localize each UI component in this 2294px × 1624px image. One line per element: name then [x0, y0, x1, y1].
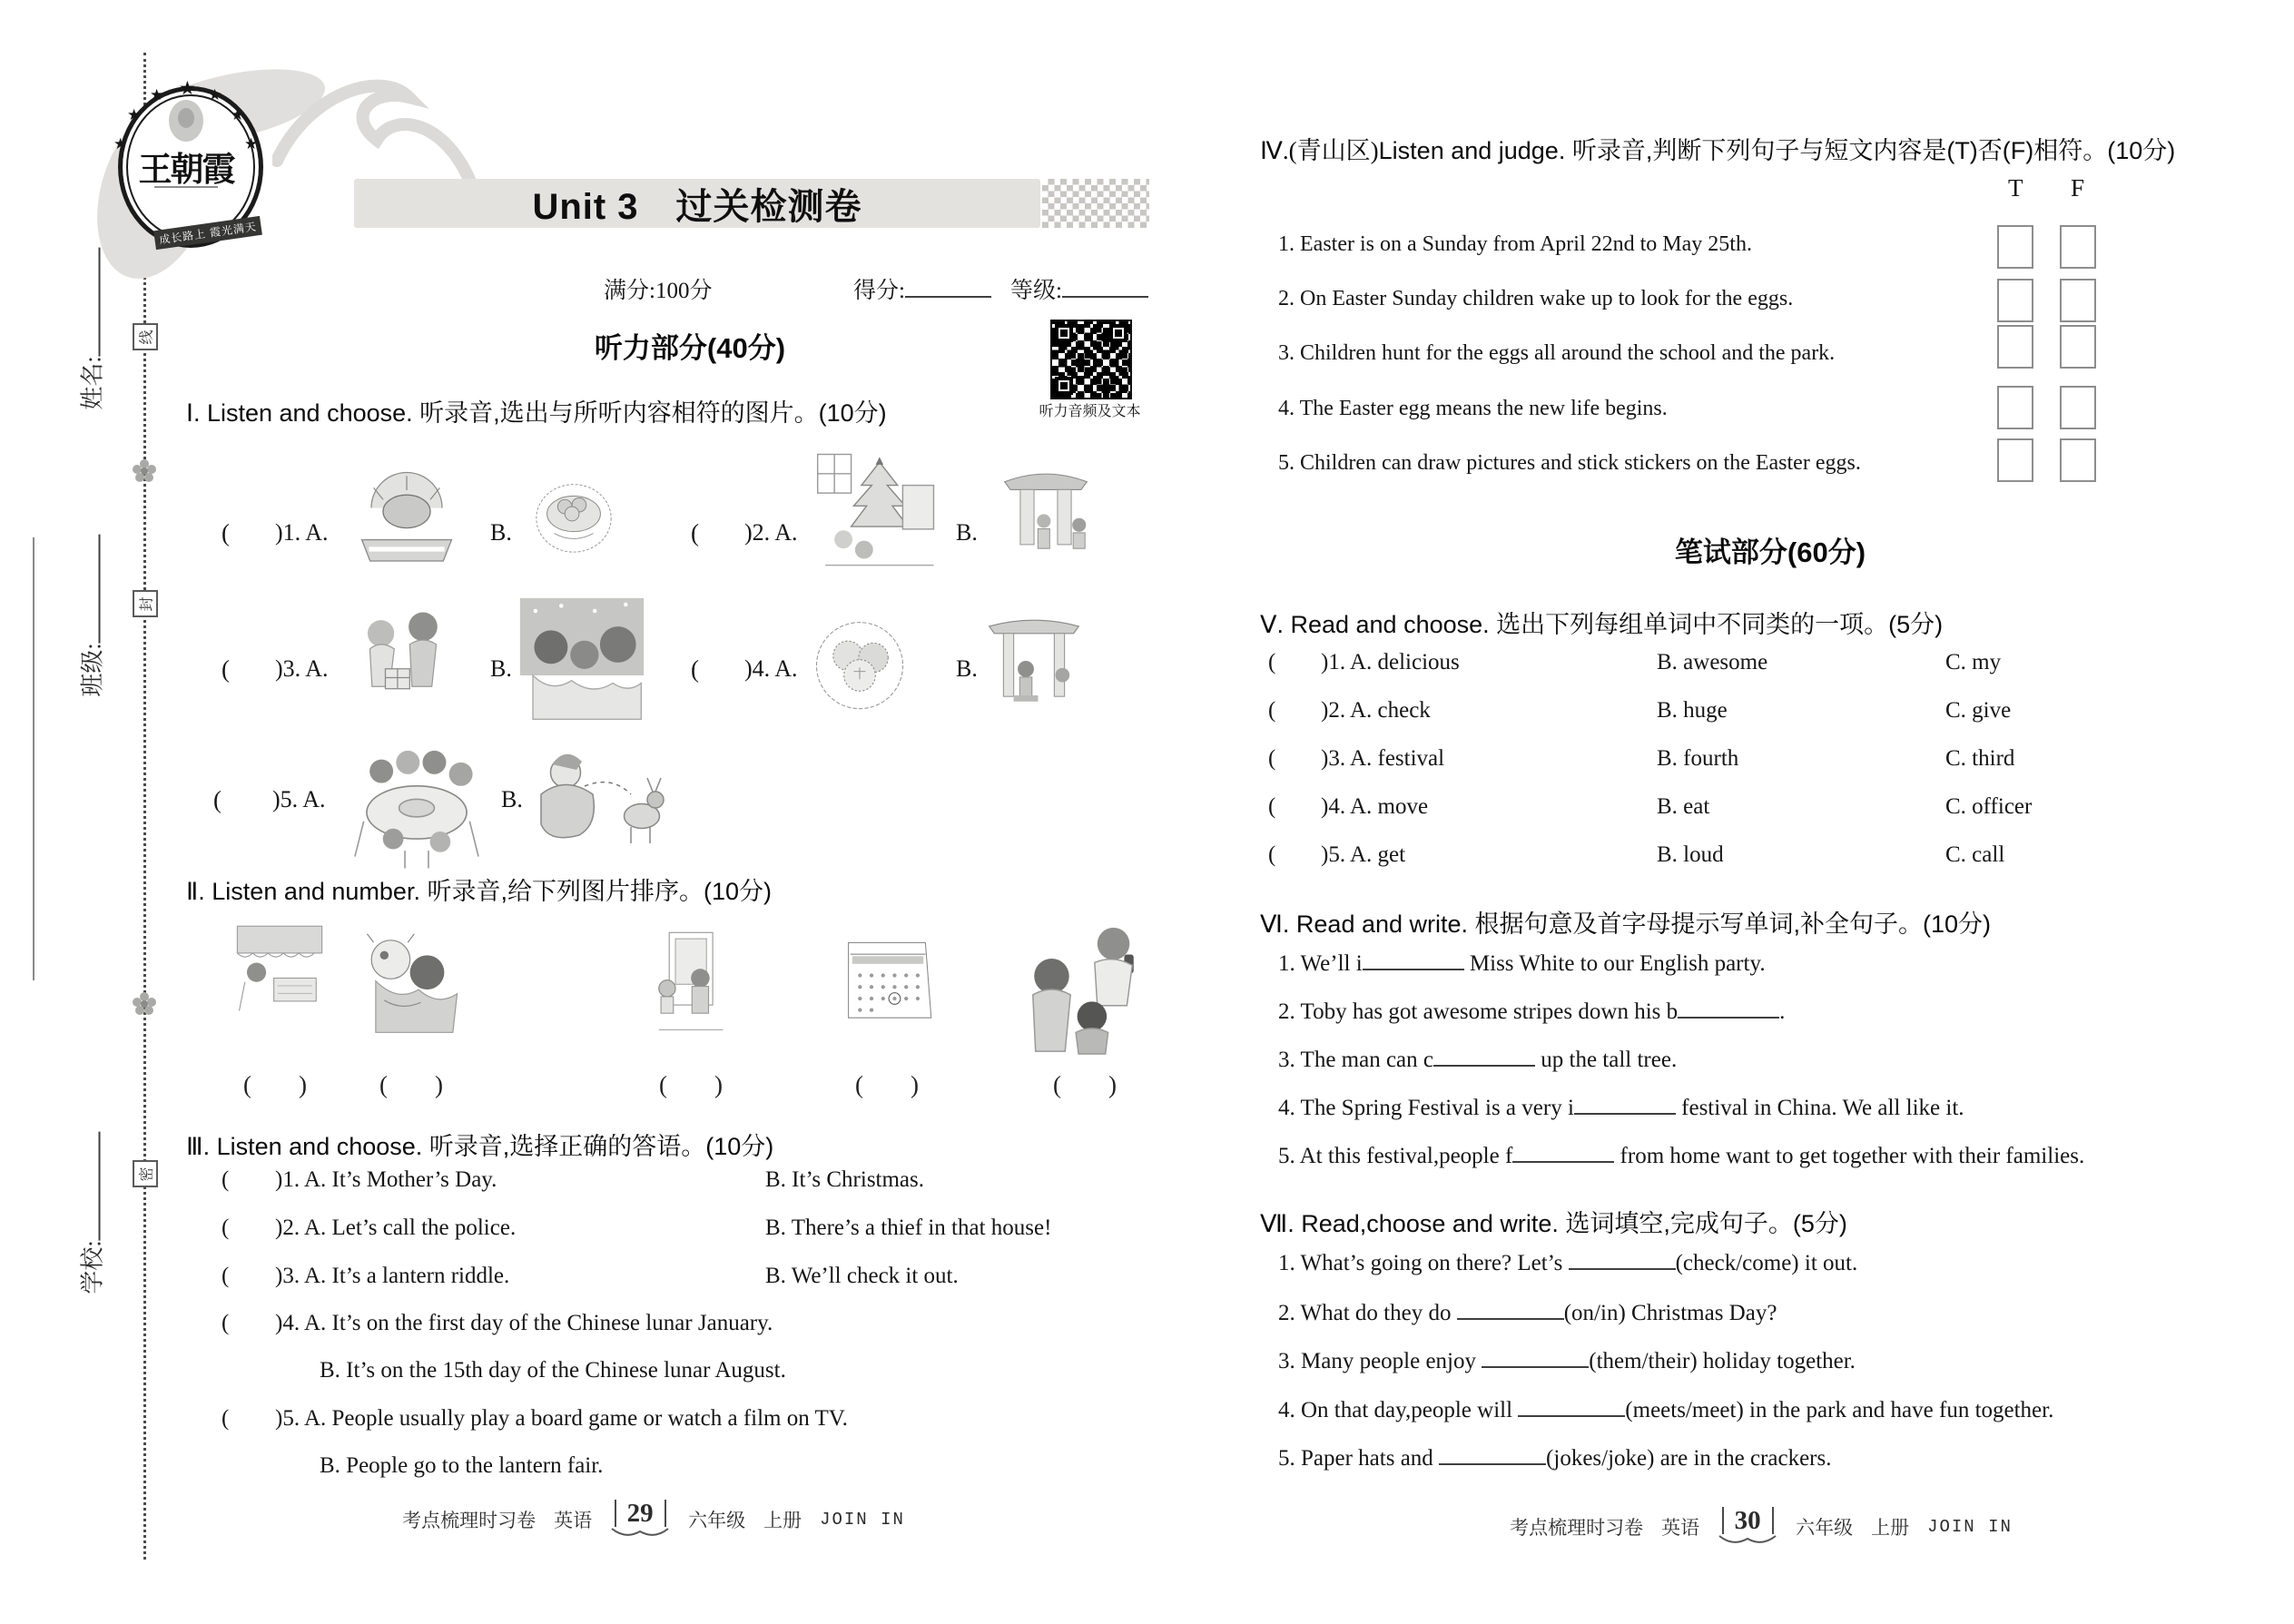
part7-heading: Ⅶ. Read,choose and write. 选词填空,完成句子。(5分): [1260, 1210, 1847, 1237]
page-number: 30: [1722, 1507, 1774, 1534]
family-dinner-image: [343, 724, 490, 877]
page-footer-left: [381, 1500, 926, 1540]
part5-option-c: C. my: [1945, 650, 2002, 674]
page-number-book: [1718, 1507, 1777, 1547]
answer-paren[interactable]: (: [1268, 650, 1276, 674]
written-section-title: 笔试部分(60分): [1674, 536, 1866, 568]
class-label: 班级:: [79, 643, 106, 697]
unit-title-banner: [354, 179, 1040, 228]
tf-checkbox-5-f[interactable]: [2060, 438, 2096, 482]
number-answer-slot[interactable]: ( ): [1053, 1071, 1117, 1098]
fill-blank[interactable]: [1433, 1059, 1535, 1067]
seal-char-box: 线: [133, 323, 158, 350]
answer-paren[interactable]: (: [691, 519, 699, 546]
q3-b-label: B.: [490, 655, 512, 682]
part6-item: 2. Toby has got awesome stripes down his b .: [1278, 999, 1786, 1024]
part3-item-b: B. It’s Christmas.: [765, 1167, 925, 1192]
school-label: 学校:: [79, 1240, 106, 1294]
part3-item-a: )5. A. People usually play a board game or watch a film on TV.: [275, 1406, 848, 1431]
fill-blank[interactable]: [1439, 1458, 1546, 1465]
part5-option-a: )4. A. move: [1321, 794, 1429, 819]
part7-item: 5. Paper hats and (jokes/joke) are in the crackers.: [1278, 1446, 1832, 1471]
footer-subject: 英语: [1661, 1517, 1700, 1539]
star-icon: ★: [127, 106, 142, 124]
flower-icon: [130, 989, 159, 1023]
q4-label: )4. A.: [744, 655, 798, 682]
grade-field: 等级:: [1010, 272, 1148, 305]
q5-b-label: B.: [501, 786, 523, 812]
page-number-book: [610, 1500, 670, 1540]
tf-checkbox-4-f[interactable]: [2060, 386, 2096, 429]
answer-paren[interactable]: (: [222, 1406, 230, 1431]
q4-b-label: B.: [956, 655, 978, 682]
november-calendar-image: [832, 935, 942, 1031]
part7-item: 1. What’s going on there? Let’s (check/come) it out.: [1278, 1251, 1858, 1275]
part6-item: 4. The Spring Festival is a very i festival in China. We all like it.: [1278, 1096, 1964, 1120]
page-number: 29: [615, 1500, 666, 1527]
answer-paren[interactable]: (: [1268, 794, 1276, 819]
name-label: 姓名:: [79, 356, 106, 410]
brand-slogan-ribbon: 成长路上 霞光满天: [153, 216, 262, 250]
seal-char-box: 密: [133, 1160, 158, 1187]
mooncake-plate-image: [811, 606, 909, 721]
column-header-true: T: [2008, 174, 2023, 202]
part4-item: 5. Children can draw pictures and stick stickers on the Easter eggs.: [1278, 451, 1861, 475]
page-title: Unit 3 过关检测卷: [532, 186, 862, 227]
answer-paren[interactable]: (: [213, 786, 222, 813]
q2-label: )2. A.: [744, 519, 798, 546]
fill-blank[interactable]: [1512, 1156, 1614, 1163]
star-icon: ★: [113, 135, 128, 153]
q2-b-label: B.: [956, 519, 978, 546]
name-blank[interactable]: [94, 247, 101, 356]
tf-checkbox-2-t[interactable]: [1997, 279, 2033, 322]
tf-checkbox-5-t[interactable]: [1997, 438, 2033, 482]
answer-paren[interactable]: (: [222, 1216, 230, 1240]
part5-option-a: )3. A. festival: [1321, 746, 1445, 771]
part5-option-a: )2. A. check: [1321, 698, 1431, 723]
number-answer-slot[interactable]: ( ): [379, 1071, 443, 1098]
flower-icon: [130, 457, 159, 490]
footer-brand: JOIN IN: [1927, 1517, 2013, 1537]
footer-grade: 六年级: [1796, 1517, 1854, 1539]
tf-checkbox-3-t[interactable]: [1997, 325, 2033, 369]
q1-b-label: B.: [490, 519, 512, 546]
part5-option-c: C. third: [1945, 746, 2015, 771]
part2-heading: Ⅱ. Listen and number. 听录音,给下列图片排序。(10分): [186, 878, 772, 905]
part4-item: 4. The Easter egg means the new life begins.: [1278, 397, 1668, 420]
fill-blank[interactable]: [1482, 1361, 1589, 1368]
q3-label: )3. A.: [275, 655, 329, 682]
food-plate-image: [529, 454, 618, 574]
answer-paren[interactable]: (: [222, 519, 230, 546]
footer-brand: JOIN IN: [820, 1510, 905, 1530]
seal-char-box: 封: [133, 590, 158, 617]
answer-paren[interactable]: (: [691, 655, 699, 683]
part3-item-b: B. There’s a thief in that house!: [765, 1216, 1052, 1240]
part3-item-a: )2. A. Let’s call the police.: [275, 1216, 517, 1240]
part7-item: 2. What do they do (on/in) Christmas Day?: [1278, 1301, 1777, 1325]
part5-option-c: C. officer: [1945, 794, 2033, 819]
part4-heading: Ⅳ.(青山区)Listen and judge. 听录音,判断下列句子与短文内容是(T)否(F)相符。(10分): [1260, 137, 2176, 164]
answer-paren[interactable]: (: [1268, 842, 1276, 867]
left-margin-line: [33, 537, 34, 980]
open-book-icon: [1718, 1534, 1777, 1547]
answer-paren[interactable]: (: [1268, 698, 1276, 723]
score-field: 得分:: [853, 272, 991, 305]
fill-blank[interactable]: [1363, 963, 1464, 970]
open-book-icon: [610, 1527, 670, 1540]
part5-option-c: C. call: [1945, 842, 2005, 867]
footer-volume: 上册: [1871, 1517, 1910, 1539]
full-score-label: 满分:100分: [604, 279, 713, 303]
christmas-tree-room-image: [812, 442, 941, 580]
answer-paren[interactable]: (: [222, 655, 230, 683]
banner-checker-decoration: [1042, 179, 1149, 228]
tf-checkbox-4-t[interactable]: [1997, 386, 2033, 429]
part5-heading: Ⅴ. Read and choose. 选出下列每组单词中不同类的一项。(5分): [1260, 611, 1944, 638]
column-header-false: F: [2071, 174, 2085, 202]
number-answer-slot[interactable]: ( ): [855, 1071, 919, 1098]
star-icon: ★: [244, 135, 259, 153]
part3-heading: Ⅲ. Listen and choose. 听录音,选择正确的答语。(10分): [186, 1133, 774, 1160]
brand-underline: [154, 186, 218, 188]
fill-blank[interactable]: [1457, 1313, 1564, 1320]
santa-sleigh-image: [527, 732, 670, 868]
author-portrait: [169, 100, 203, 142]
fill-blank[interactable]: [1518, 1410, 1625, 1417]
part3-item-a: )3. A. It’s a lantern riddle.: [275, 1264, 510, 1288]
part7-item: 4. On that day,people will (meets/meet) in the park and have fun together.: [1278, 1398, 2054, 1422]
answer-paren[interactable]: (: [222, 1264, 230, 1288]
family-phone-call-image: [1017, 920, 1151, 1058]
part3-item-b: B. It’s on the 15th day of the Chinese lunar August.: [320, 1358, 786, 1383]
footer-volume: 上册: [763, 1510, 802, 1531]
footer-subject: 英语: [554, 1510, 593, 1531]
qr-code: [1050, 320, 1132, 399]
seal-dotted-line: [143, 53, 146, 1560]
part3-item-b: B. We’ll check it out.: [765, 1264, 959, 1288]
part1-heading: Ⅰ. Listen and choose. 听录音,选出与所听内容相符的图片。(10分): [186, 399, 887, 427]
part4-item: 1. Easter is on a Sunday from April 22nd to May 25th.: [1278, 232, 1752, 256]
part3-item-b: B. People go to the lantern fair.: [320, 1453, 604, 1478]
page-footer-right: [1489, 1507, 2033, 1547]
part6-heading: Ⅵ. Read and write. 根据句意及首字母提示写单词,补全句子。(10分): [1260, 910, 1992, 938]
children-with-gifts-image: [348, 592, 458, 728]
footer-series: 考点梳理时习卷: [1510, 1517, 1644, 1539]
footer-grade: 六年级: [688, 1510, 746, 1531]
class-blank[interactable]: [94, 534, 101, 643]
brand-name: 王朝霞: [138, 152, 234, 189]
temple-gate-children-image: [983, 581, 1085, 741]
star-icon: ★: [208, 86, 222, 104]
part5-option-b: B. awesome: [1657, 650, 1768, 674]
part4-item: 2. On Easter Sunday children wake up to look for the eggs.: [1278, 287, 1794, 310]
tf-checkbox-1-t[interactable]: [1997, 225, 2033, 269]
q1-label: )1. A.: [275, 519, 329, 546]
score-blank[interactable]: [905, 290, 991, 298]
part5-option-c: C. give: [1945, 698, 2012, 723]
part5-option-b: B. fourth: [1657, 746, 1739, 771]
part4-item: 3. Children hunt for the eggs all around the school and the park.: [1278, 341, 1836, 365]
tf-checkbox-1-f[interactable]: [2060, 225, 2096, 269]
child-at-door-image: [638, 915, 742, 1049]
temple-crowd-image: [997, 438, 1095, 581]
answer-paren[interactable]: (: [222, 1167, 230, 1192]
school-blank[interactable]: [94, 1131, 101, 1240]
star-icon: ★: [231, 106, 245, 124]
part3-item-a: )4. A. It’s on the first day of the Chinese lunar January.: [275, 1311, 773, 1335]
thanksgiving-turkey-image: [348, 447, 466, 581]
part6-item: 5. At this festival,people f from home want to get together with their families.: [1278, 1144, 2085, 1168]
fill-blank[interactable]: [1678, 1011, 1779, 1019]
part5-option-b: B. huge: [1657, 698, 1728, 723]
part6-item: 1. We’ll i Miss White to our English party.: [1278, 951, 1766, 976]
grade-blank[interactable]: [1062, 290, 1148, 298]
part5-option-a: )5. A. get: [1321, 842, 1406, 867]
star-icon: ★: [179, 77, 196, 99]
part5-option-a: )1. A. delicious: [1321, 650, 1460, 674]
qr-caption: 听力音频及文本: [1039, 404, 1141, 419]
part3-item-a: )1. A. It’s Mother’s Day.: [275, 1167, 497, 1192]
footer-series: 考点梳理时习卷: [402, 1510, 537, 1531]
star-icon: ★: [150, 86, 164, 104]
tf-checkbox-3-f[interactable]: [2060, 325, 2096, 369]
part6-item: 3. The man can c up the tall tree.: [1278, 1048, 1678, 1072]
number-answer-slot[interactable]: ( ): [243, 1071, 307, 1098]
family-at-night-image: [517, 588, 646, 732]
number-answer-slot[interactable]: ( ): [659, 1071, 723, 1098]
listening-section-title: 听力部分(40分): [594, 332, 786, 364]
fill-blank[interactable]: [1574, 1107, 1676, 1115]
part5-option-b: B. loud: [1657, 842, 1724, 867]
answer-paren[interactable]: (: [1268, 746, 1276, 771]
fill-blank[interactable]: [1569, 1263, 1676, 1270]
dragon-costume-image: [354, 930, 470, 1037]
answer-paren[interactable]: (: [222, 1311, 230, 1335]
q5-label: )5. A.: [272, 786, 326, 812]
part7-item: 3. Many people enjoy (them/their) holiday together.: [1278, 1349, 1856, 1373]
tf-checkbox-2-f[interactable]: [2060, 279, 2096, 322]
market-stall-image: [227, 922, 332, 1019]
part5-option-b: B. eat: [1657, 794, 1710, 819]
